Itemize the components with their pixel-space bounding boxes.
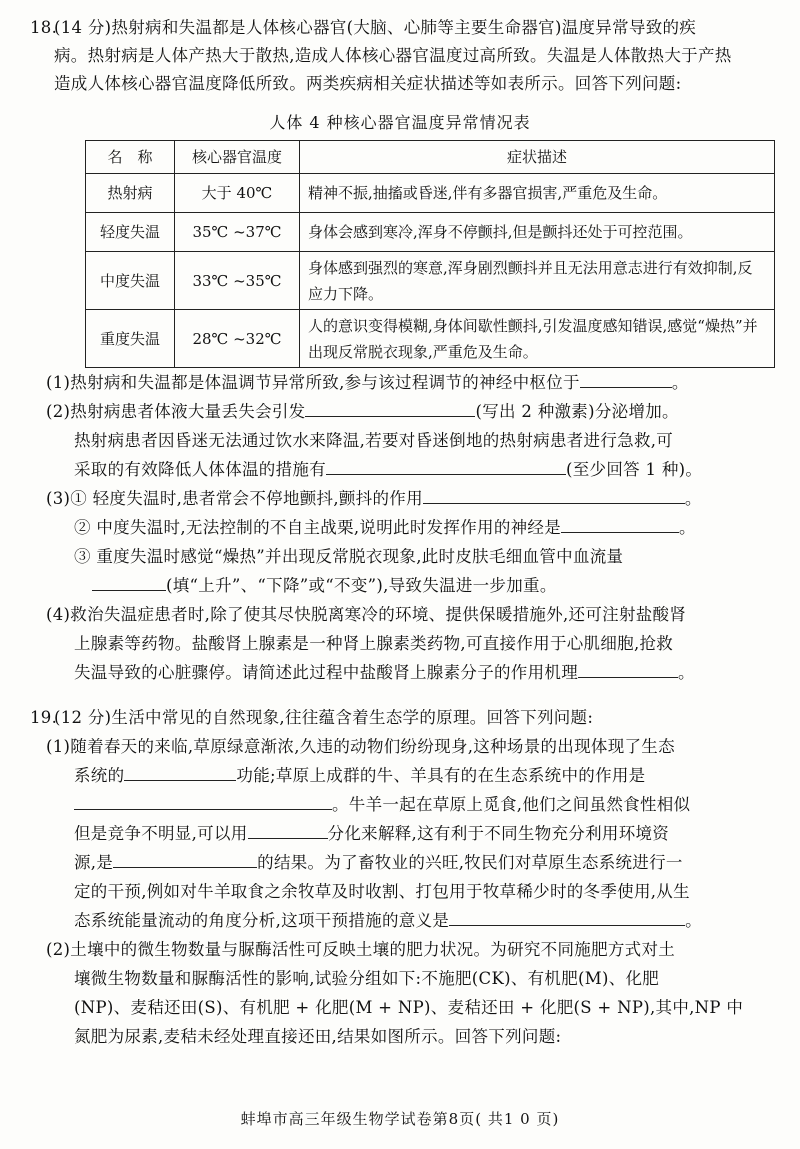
answer-blank[interactable] [74, 791, 332, 810]
q18-part3-1 [30, 484, 780, 513]
answer-blank[interactable] [305, 398, 475, 417]
table-cell-temp: 大于 40℃ [175, 174, 300, 213]
table-cell-name: 热射病 [86, 174, 175, 213]
question-19 [30, 703, 780, 1051]
table-row [86, 310, 775, 368]
q19-text: 但是竞争不明显,可以用 [74, 824, 248, 843]
answer-blank[interactable] [578, 659, 678, 678]
table-cell-desc: 身体感到强烈的寒意,浑身剧烈颤抖并且无法用意志进行有效抑制,反应力下降。 [300, 252, 775, 310]
q18-part1-text: (1)热射病和失温都是体温调节异常所致,参与该过程调节的神经中枢位于 [46, 373, 580, 392]
table-cell-temp: 28℃ ~32℃ [175, 310, 300, 368]
q18-intro-line3: 造成人体核心器官温度降低所致。两类疾病相关症状描述等如表所示。回答下列问题: [54, 74, 682, 93]
q18-part4-text: 失温导致的心脏骤停。请简述此过程中盐酸肾上腺素分子的作用机理 [74, 663, 578, 682]
q18-part4-line1: (4)救治失温症患者时,除了使其尽快脱离寒冷的环境、提供保暖措施外,还可注射盐酸肾 [46, 605, 687, 624]
q18-part4-line3 [30, 658, 780, 687]
q19-part1-line4 [30, 819, 780, 848]
period: 。 [679, 518, 696, 537]
period: 。 [678, 663, 695, 682]
table-cell-temp: 35℃ ~37℃ [175, 213, 300, 252]
table-row [86, 213, 775, 252]
table-header-temp: 核心器官温度 [175, 141, 300, 174]
q19-text: 。牛羊一起在草原上觅食,他们之间虽然食性相似 [332, 795, 691, 814]
q19-text: 分化来解释,这有利于不同生物充分利用环境资 [327, 824, 670, 843]
q18-part2-line3 [30, 455, 780, 484]
question-18-intro [30, 14, 780, 98]
table-row [86, 174, 775, 213]
q18-part3-3-text: (填“上升”、“下降”或“不变”),导致失温进一步加重。 [166, 576, 557, 595]
table-cell-desc: 人的意识变得模糊,身体间歇性颤抖,引发温度感知错误,感觉“燥热”并出现反常脱衣现象,严重危及生命。 [300, 310, 775, 368]
q18-part3-2 [30, 513, 780, 542]
temperature-table [85, 140, 775, 368]
q18-part2-text-e: (至少回答 1 种)。 [566, 460, 703, 479]
table-cell-desc: 精神不振,抽搐或昏迷,伴有多器官损害,严重危及生命。 [300, 174, 775, 213]
table-row [86, 252, 775, 310]
q19-part1-line7 [30, 906, 780, 935]
answer-blank[interactable] [326, 456, 566, 475]
q18-part3-1-text: (3)① 轻度失温时,患者常会不停地颤抖,颤抖的作用 [46, 489, 423, 508]
question-18-parts [30, 368, 780, 687]
q19-text: 源,是 [74, 853, 114, 872]
q18-part2 [30, 397, 780, 426]
q18-part2-line2: 热射病患者因昏迷无法通过饮水来降温,若要对昏迷倒地的热射病患者进行急救,可 [74, 431, 674, 450]
q19-head [30, 703, 780, 732]
q18-part4-line2: 上腺素等药物。盐酸肾上腺素是一种肾上腺素类药物,可直接作用于心肌细胞,抢救 [74, 634, 674, 653]
q18-part1 [30, 368, 780, 397]
q18-part2-text: (2)热射病患者体液大量丢失会引发 [46, 402, 306, 421]
q19-part2-line3: (NP)、麦秸还田(S)、有机肥 + 化肥(M + NP)、麦秸还田 + 化肥(S + NP),其中,NP 中 [74, 998, 744, 1017]
page-footer: 蚌埠市高三年级生物学试卷第8页( 共1 0 页) [240, 1110, 560, 1128]
answer-blank[interactable] [124, 762, 236, 781]
period: 。 [685, 911, 702, 930]
answer-blank[interactable] [561, 514, 679, 533]
q18-intro-line1: (14 分)热射病和失温都是人体核心器官(大脑、心肺等主要生命器官)温度异常导致的疾 [54, 18, 697, 37]
table-title: 人体 4 种核心器官温度异常情况表 [269, 113, 531, 132]
q19-text: 的结果。为了畜牧业的兴旺,牧民们对草原生态系统进行一 [257, 853, 683, 872]
q19-part2-line1: (2)土壤中的微生物数量与脲酶活性可反映土壤的肥力状况。为研究不同施肥方式对土 [46, 940, 676, 959]
answer-blank[interactable] [113, 849, 257, 868]
q19-part1-line2 [30, 761, 780, 790]
q18-part3-3-line1: ③ 重度失温时感觉“燥热”并出现反常脱衣现象,此时皮肤毛细血管中血流量 [74, 547, 624, 566]
q19-part2-line2: 壤微生物数量和脲酶活性的影响,试验分组如下:不施肥(CK)、有机肥(M)、化肥 [74, 969, 660, 988]
table-header-desc: 症状描述 [300, 141, 775, 174]
q19-text: 系统的 [74, 766, 125, 785]
table-cell-name: 中度失温 [86, 252, 175, 310]
q19-text: 功能;草原上成群的牛、羊具有的在生态系统中的作用是 [236, 766, 646, 785]
table-header-name: 名 称 [86, 141, 175, 174]
question-19-number: 19. [30, 708, 58, 727]
question-18-number: 18. [30, 18, 58, 37]
period: 。 [684, 489, 702, 508]
q19-part1-line5 [30, 848, 780, 877]
table-cell-temp: 33℃ ~35℃ [175, 252, 300, 310]
q18-part2-text-d: 采取的有效降低人体体温的措施有 [74, 460, 326, 479]
table-cell-name: 重度失温 [86, 310, 175, 368]
q19-head-text: (12 分)生活中常见的自然现象,往往蕴含着生态学的原理。回答下列问题: [54, 708, 594, 727]
q19-part1-line1: (1)随着春天的来临,草原绿意渐浓,久违的动物们纷纷现身,这种场景的出现体现了生态 [46, 737, 675, 756]
q18-part1-end: 。 [671, 373, 689, 392]
q19-part1-line3 [30, 790, 780, 819]
answer-blank[interactable] [580, 369, 672, 388]
q18-part3-2-text: ② 中度失温时,无法控制的不自主战栗,说明此时发挥作用的神经是 [74, 518, 562, 537]
answer-blank[interactable] [449, 907, 685, 926]
table-cell-desc: 身体会感到寒冷,浑身不停颤抖,但是颤抖还处于可控范围。 [300, 213, 775, 252]
q19-part2-line4: 氮肥为尿素,麦秸未经处理直接还田,结果如图所示。回答下列问题: [74, 1027, 562, 1046]
q18-intro-line2: 病。热射病是人体产热大于散热,造成人体核心器官温度过高所致。失温是人体散热大于产热 [54, 46, 732, 65]
table-header-row [86, 141, 775, 174]
q19-text: 态系统能量流动的角度分析,这项干预措施的意义是 [74, 911, 450, 930]
answer-blank[interactable] [92, 572, 166, 591]
q19-part1-line6: 定的干预,例如对牛羊取食之余牧草及时收割、打包用于牧草稀少时的冬季使用,从生 [74, 882, 690, 901]
answer-blank[interactable] [248, 820, 328, 839]
q18-part3-3-line2 [30, 571, 780, 600]
q18-part2-text-b: (写出 2 种激素)分泌增加。 [475, 402, 679, 421]
answer-blank[interactable] [423, 485, 685, 504]
table-cell-name: 轻度失温 [86, 213, 175, 252]
